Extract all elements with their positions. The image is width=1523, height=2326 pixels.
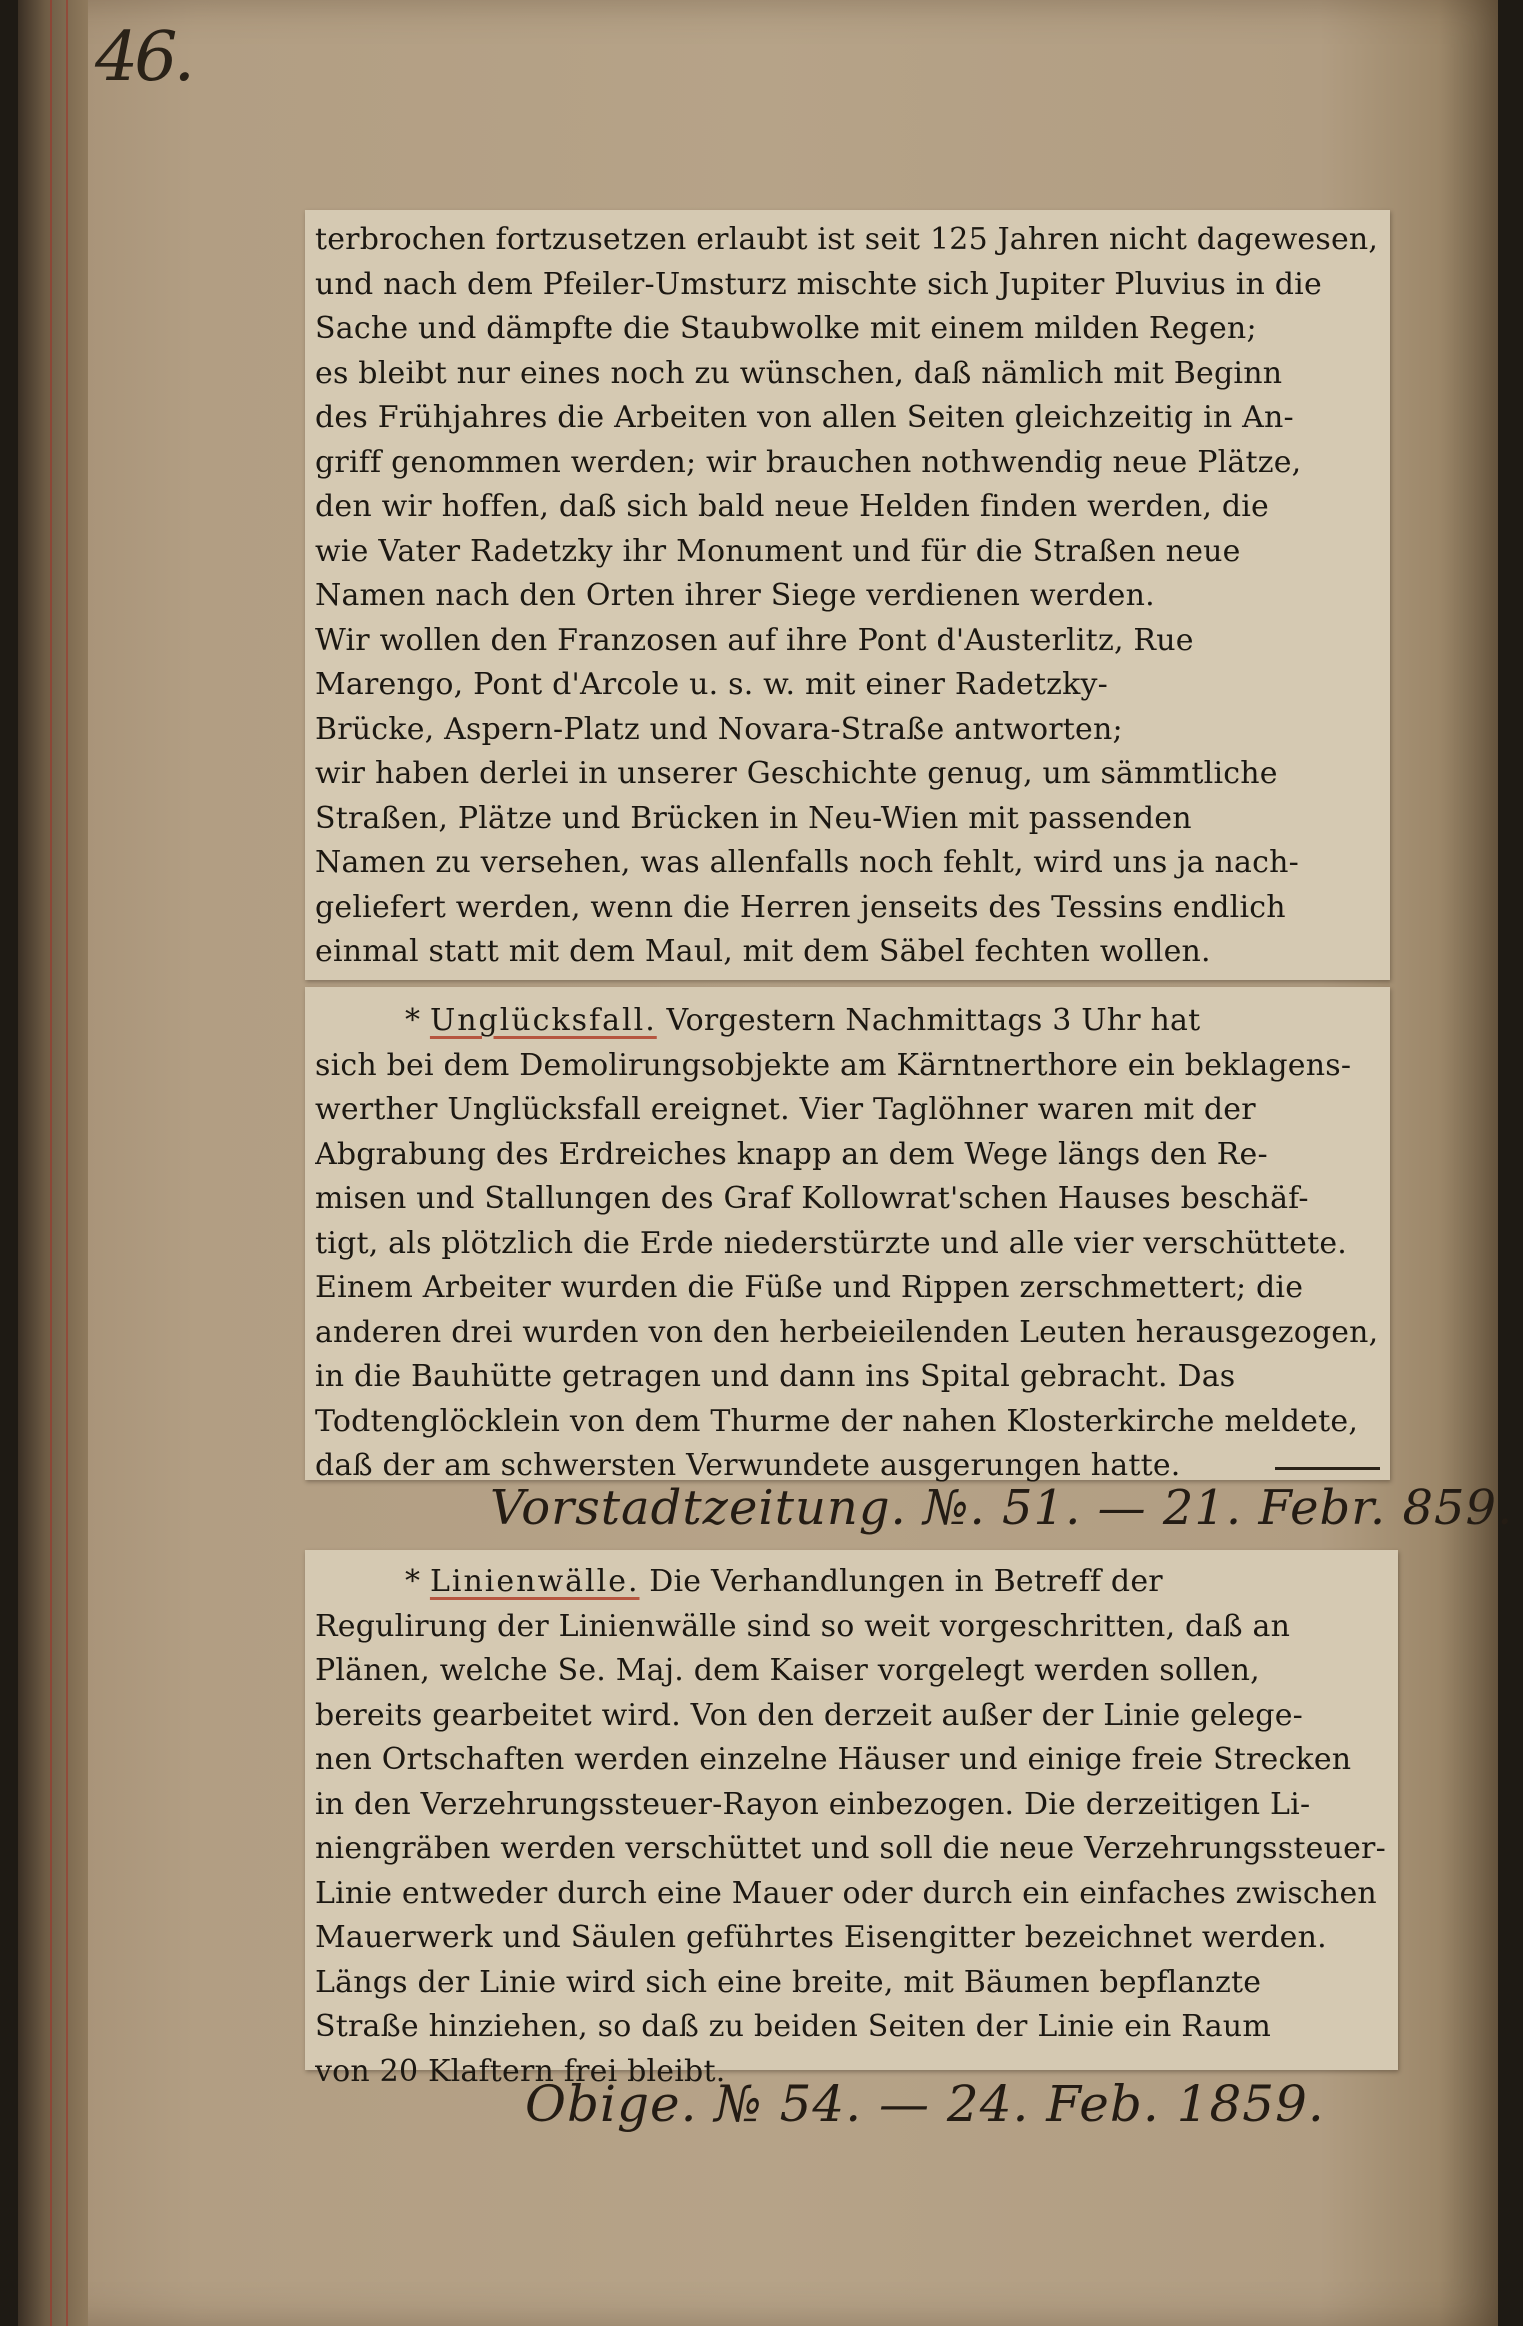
newspaper-clipping-3 [305, 1550, 1398, 2089]
clipping-line: Sache und dämpfte die Staubwolke mit einem milden Regen; [315, 311, 1257, 346]
clipping-line: den wir hoffen, daß sich bald neue Helden finden werden, die [315, 489, 1269, 524]
clipping-line: wir haben derlei in unserer Geschichte genug, um sämmtliche [315, 756, 1278, 791]
clipping-line: Längs der Linie wird sich eine breite, mit Bäumen bepflanzte [315, 1964, 1262, 2000]
clipping-line: Marengo, Pont d'Arcole u. s. w. mit einer Radetzky- [315, 667, 1108, 702]
clipping-line: sich bei dem Demolirungsobjekte am Kärntnerthore ein beklagens- [315, 1047, 1352, 1083]
clipping-line: nen Ortschaften werden einzelne Häuser und einige freie Strecken [315, 1742, 1352, 1777]
clipping-line: in den Verzehrungssteuer-Rayon einbezogen. Die derzeitigen Li- [315, 1786, 1311, 1822]
clipping-line: Einem Arbeiter wurden die Füße und Rippen zerschmettert; die [315, 1270, 1304, 1305]
clipping-first-line [315, 999, 1378, 1044]
clipping-line: Namen zu versehen, was allenfalls noch fehlt, wird uns ja nach- [315, 845, 1299, 880]
clipping-line: und nach dem Pfeiler-Umsturz mischte sich Jupiter Pluvius in die [315, 266, 1322, 302]
clipping-line: in die Bauhütte getragen und dann ins Spital gebracht. Das [315, 1359, 1236, 1394]
clipping-line: anderen drei wurden von den herbeieilenden Leuten herausgezogen, [315, 1314, 1378, 1350]
clipping-line: Die Verhandlungen in Betreff der [639, 1564, 1163, 1599]
clipping-line: es bleibt nur eines noch zu wünschen, daß nämlich mit Beginn [315, 355, 1283, 391]
clipping-line: wie Vater Radetzky ihr Monument und für die Straßen neue [315, 533, 1241, 569]
end-dash [1275, 1467, 1380, 1470]
handwritten-source-note-2: Obige. № 54. — 24. Feb. 1859. [525, 2075, 1325, 2133]
binding-line [66, 0, 68, 2326]
clipping-line: Wir wollen den Franzosen auf ihre Pont d'Austerlitz, Rue [315, 622, 1194, 658]
clipping-line: von 20 Klaftern frei bleibt. [315, 2053, 726, 2089]
newspaper-clipping-2 [305, 987, 1390, 1483]
asterisk-marker: * [405, 1564, 430, 1599]
clipping-line: Brücke, Aspern-Platz und Novara-Straße antworten; [315, 711, 1123, 747]
clipping-line: griff genommen werden; wir brauchen nothwendig neue Plätze, [315, 444, 1302, 480]
clipping-line: Namen nach den Orten ihrer Siege verdienen werden. [315, 578, 1155, 613]
clipping-line: des Frühjahres die Arbeiten von allen Seiten gleichzeitig in An- [315, 400, 1294, 435]
clipping-line: Regulirung der Linienwälle sind so weit vorgeschritten, daß an [315, 1608, 1291, 1644]
clipping-line: niengräben werden verschüttet und soll die neue Verzehrungssteuer- [315, 1831, 1386, 1866]
clipping-line: Straße hinziehen, so daß zu beiden Seiten der Linie ein Raum [315, 2009, 1271, 2044]
clipping-line: Abgrabung des Erdreiches knapp an dem Wege längs den Re- [315, 1136, 1268, 1172]
clipping-line: Vorgestern Nachmittags 3 Uhr hat [656, 1003, 1201, 1038]
newspaper-clipping-1 [305, 210, 1390, 980]
clipping-line: einmal statt mit dem Maul, mit dem Säbel fechten wollen. [315, 934, 1211, 969]
clipping-line: bereits gearbeitet wird. Von den derzeit außer der Linie gelege- [315, 1697, 1303, 1733]
clipping-line: Linie entweder durch eine Mauer oder durch ein einfaches zwischen [315, 1875, 1377, 1911]
binding-line [50, 0, 52, 2326]
asterisk-marker: * [405, 1003, 430, 1038]
clipping-line: tigt, als plötzlich die Erde niederstürzte und alle vier verschüttete. [315, 1225, 1348, 1261]
clipping-line: Mauerwerk und Säulen geführtes Eisengitter bezeichnet werden. [315, 1920, 1327, 1955]
clipping-heading: Unglücksfall. [429, 1003, 657, 1038]
clipping-line: misen und Stallungen des Graf Kollowrat'schen Hauses beschäf- [315, 1181, 1309, 1216]
clipping-line: daß der am schwersten Verwundete ausgerungen hatte. [315, 1448, 1181, 1483]
clipping-line: Todtenglöcklein von dem Thurme der nahen Klosterkirche meldete, [315, 1403, 1359, 1439]
page-binding [18, 0, 88, 2326]
clipping-line: werther Unglücksfall ereignet. Vier Taglöhner waren mit der [315, 1092, 1256, 1127]
clipping-line: Plänen, welche Se. Maj. dem Kaiser vorgelegt werden sollen, [315, 1653, 1260, 1688]
clipping-line: Straßen, Plätze und Brücken in Neu-Wien mit passenden [315, 800, 1192, 836]
clipping-first-line [315, 1560, 1386, 1605]
page-number: 46. [95, 18, 192, 97]
clipping-line: terbrochen fortzusetzen erlaubt ist seit 125 Jahren nicht dagewesen, [315, 222, 1378, 257]
clipping-line: geliefert werden, wenn die Herren jenseits des Tessins endlich [315, 889, 1286, 925]
clipping-heading: Linienwälle. [429, 1564, 640, 1599]
handwritten-source-note-1: Vorstadtzeitung. №. 51. — 21. Febr. 859. [490, 1480, 1514, 1536]
